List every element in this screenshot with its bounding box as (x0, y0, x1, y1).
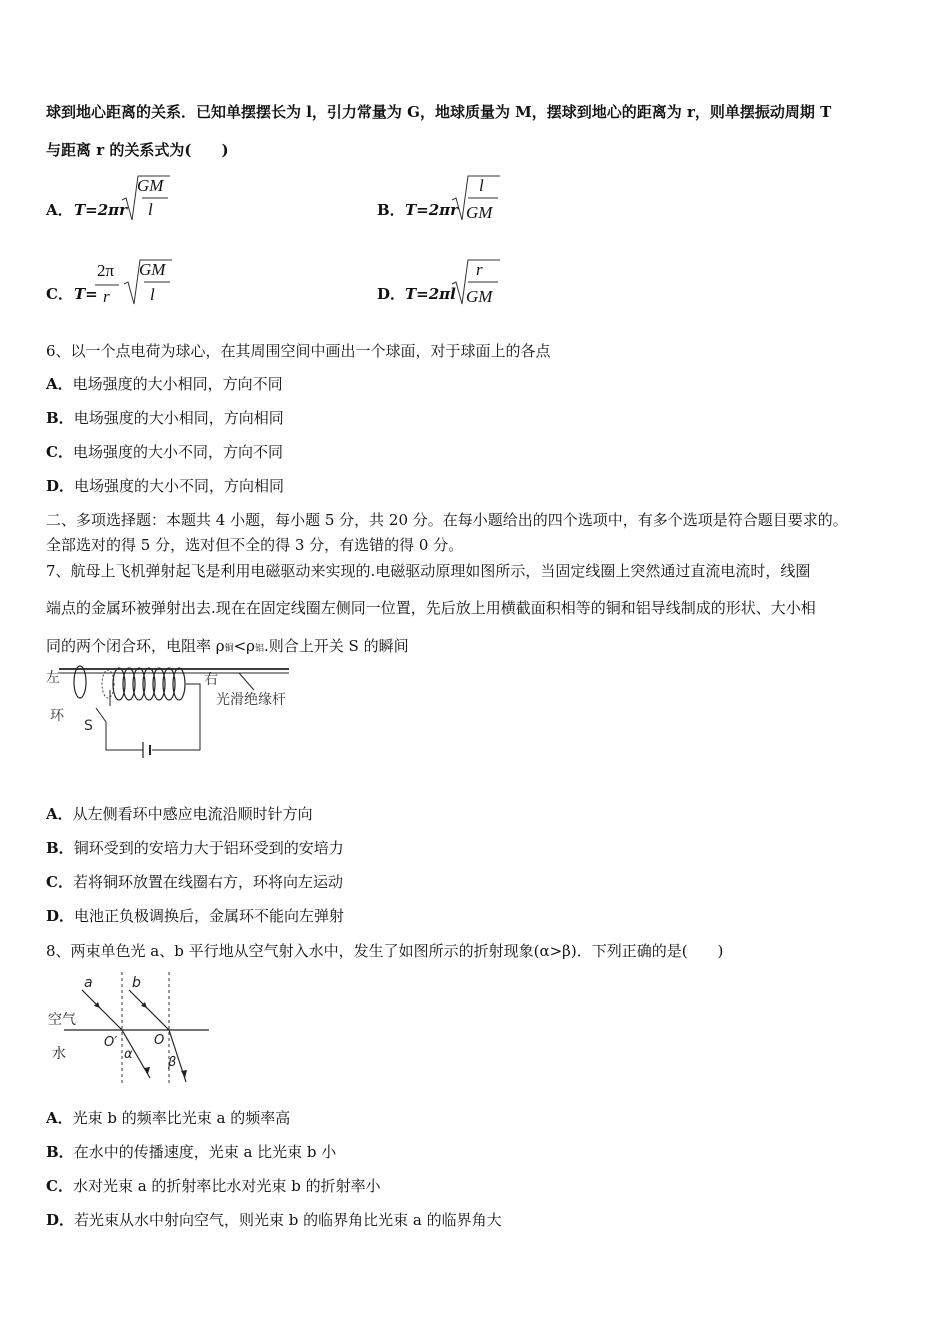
ring-label: 环 (50, 708, 64, 724)
q7-stem-line3: 同的两个闭合环，电阻率 ρ铜<ρ铝.则合上开关 S 的瞬间 (46, 637, 409, 655)
section-heading-line1: 二、多项选择题：本题共 4 小题，每小题 5 分，共 20 分。在每小题给出的四个选项中，有多个选项是符合题目要求的。 (46, 511, 848, 529)
q8-stem: 8、两束单色光 a、b 平行地从空气射入水中，发生了如图所示的折射现象(α>β)．下列正确的是( ) (46, 942, 724, 960)
ray-b-label: b (132, 975, 141, 991)
q5-stem-line1: 球到地心距离的关系．已知单摆摆长为 l，引力常量为 G，地球质量为 M，摆球到地心的距离为 r，则单摆振动周期 T (46, 103, 832, 121)
left-label: 左 (46, 670, 60, 686)
q7-stem-line2: 端点的金属环被弹射出去.现在在固定线圈左侧同一位置，先后放上用横截面积相等的铜和铝导线制成的形状、大小相 (46, 599, 816, 617)
q7-option-d[interactable]: D．电池正负极调换后，金属环不能向左弹射 (46, 907, 345, 925)
q6-option-d[interactable]: D．电场强度的大小不同，方向相同 (46, 477, 285, 495)
point-o2-label: O (154, 1033, 165, 1048)
q8-option-b[interactable]: B．在水中的传播速度，光束 a 比光束 b 小 (46, 1143, 337, 1161)
q8-option-d[interactable]: D．若光束从水中射向空气，则光束 b 的临界角比光束 a 的临界角大 (46, 1211, 502, 1229)
q8-option-c[interactable]: C．水对光束 a 的折射率比水对光束 b 的折射率小 (46, 1177, 381, 1195)
air-label: 空气 (48, 1012, 76, 1028)
rod-label: 光滑绝缘杆 (216, 692, 286, 708)
q7-option-c[interactable]: C．若将铜环放置在线圈右方，环将向左运动 (46, 873, 343, 891)
section-heading-line2: 全部选对的得 5 分，选对但不全的得 3 分，有选错的得 0 分。 (46, 536, 464, 554)
q6-option-b[interactable]: B．电场强度的大小相同，方向相同 (46, 409, 284, 427)
point-o1-label: O′ (104, 1035, 118, 1050)
q7-stem-line1: 7、航母上飞机弹射起飞是利用电磁驱动来实现的.电磁驱动原理如图所示，当固定线圈上突然通过直流电流时，线圈 (46, 562, 811, 580)
right-label: 右 (204, 672, 218, 688)
q8-refraction-diagram (44, 970, 214, 1090)
water-label: 水 (52, 1046, 66, 1062)
q6-option-c[interactable]: C．电场强度的大小不同，方向不同 (46, 443, 283, 461)
q7-coil-diagram (44, 662, 314, 772)
q5-stem-line2: 与距离 r 的关系式为( ) (46, 141, 229, 159)
q8-option-a[interactable]: A．光束 b 的频率比光束 a 的频率高 (46, 1109, 291, 1127)
q7-option-a[interactable]: A．从左侧看环中感应电流沿顺时针方向 (46, 805, 313, 823)
q7-option-b[interactable]: B．铜环受到的安培力大于铝环受到的安培力 (46, 839, 344, 857)
alpha-label: α (124, 1047, 133, 1062)
beta-label: β (168, 1055, 177, 1070)
switch-label: S (84, 718, 93, 734)
ray-a-label: a (84, 975, 93, 991)
q6-stem: 6、以一个点电荷为球心，在其周围空间中画出一个球面，对于球面上的各点 (46, 342, 551, 360)
q6-option-a[interactable]: A．电场强度的大小相同，方向不同 (46, 375, 283, 393)
